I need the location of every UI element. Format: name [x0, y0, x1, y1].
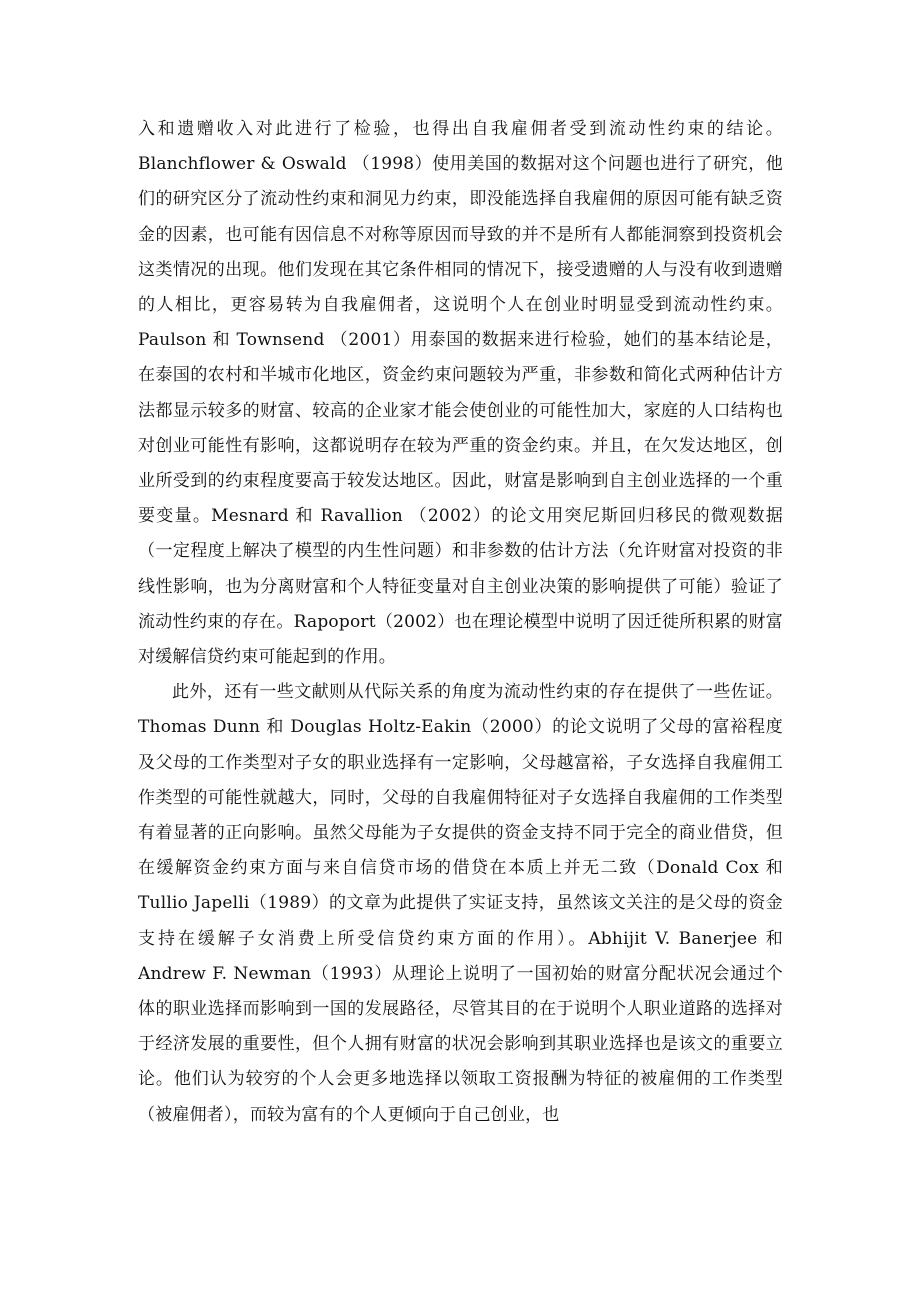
document-page — [138, 112, 783, 1133]
body-paragraph-1: 入和遗赠收入对此进行了检验，也得出自我雇佣者受到流动性约束的结论。Blanchflower & Oswald （1998）使用美国的数据对这个问题也进行了研究，他们的研究区分了流动性约束和洞见力约束，即没能选择自我雇佣的原因可能有缺乏资金的因素，也可能有因信息不对称等原因而导致的并不是所有人都能洞察到投资机会这类情况的出现。他们发现在其它条件相同的情况下，接受遗赠的人与没有收到遗赠的人相比，更容易转为自我雇佣者，这说明个人在创业时明显受到流动性约束。Paulson 和 Townsend （2001）用泰国的数据来进行检验，她们的基本结论是，在泰国的农村和半城市化地区，资金约束问题较为严重，非参数和简化式两种估计方法都显示较多的财富、较高的企业家才能会使创业的可能性加大，家庭的人口结构也对创业可能性有影响，这都说明存在较为严重的资金约束。并且，在欠发达地区，创业所受到的约束程度要高于较发达地区。因此，财富是影响到自主创业选择的一个重要变量。Mesnard 和 Ravallion （2002）的论文用突尼斯回归移民的微观数据（一定程度上解决了模型的内生性问题）和非参数的估计方法（允许财富对投资的非线性影响，也为分离财富和个人特征变量对自主创业决策的影响提供了可能）验证了流动性约束的存在。Rapoport（2002）也在理论模型中说明了因迁徙所积累的财富对缓解信贷约束可能起到的作用。 — [138, 119, 783, 668]
body-paragraph-2: 此外，还有一些文献则从代际关系的角度为流动性约束的存在提供了一些佐证。Thomas Dunn 和 Douglas Holtz-Eakin（2000）的论文说明了父母的富裕程度及父母的工作类型对子女的职业选择有一定影响，父母越富裕，子女选择自我雇佣工作类型的可能性就越大，同时，父母的自我雇佣特征对子女选择自我雇佣的工作类型有着显著的正向影响。虽然父母能为子女提供的资金支持不同于完全的商业借贷，但在缓解资金约束方面与来自信贷市场的借贷在本质上并无二致（Donald Cox 和 Tullio Japelli（1989）的文章为此提供了实证支持，虽然该文关注的是父母的资金支持在缓解子女消费上所受信贷约束方面的作用）。Abhijit V. Banerjee 和 Andrew F. Newman（1993）从理论上说明了一国初始的财富分配状况会通过个体的职业选择而影响到一国的发展路径，尽管其目的在于说明个人职业道路的选择对于经济发展的重要性，但个人拥有财富的状况会影响到其职业选择也是该文的重要立论。他们认为较穷的个人会更多地选择以领取工资报酬为特征的被雇佣的工作类型（被雇佣者），而较为富有的个人更倾向于自己创业，也 — [138, 682, 783, 1125]
